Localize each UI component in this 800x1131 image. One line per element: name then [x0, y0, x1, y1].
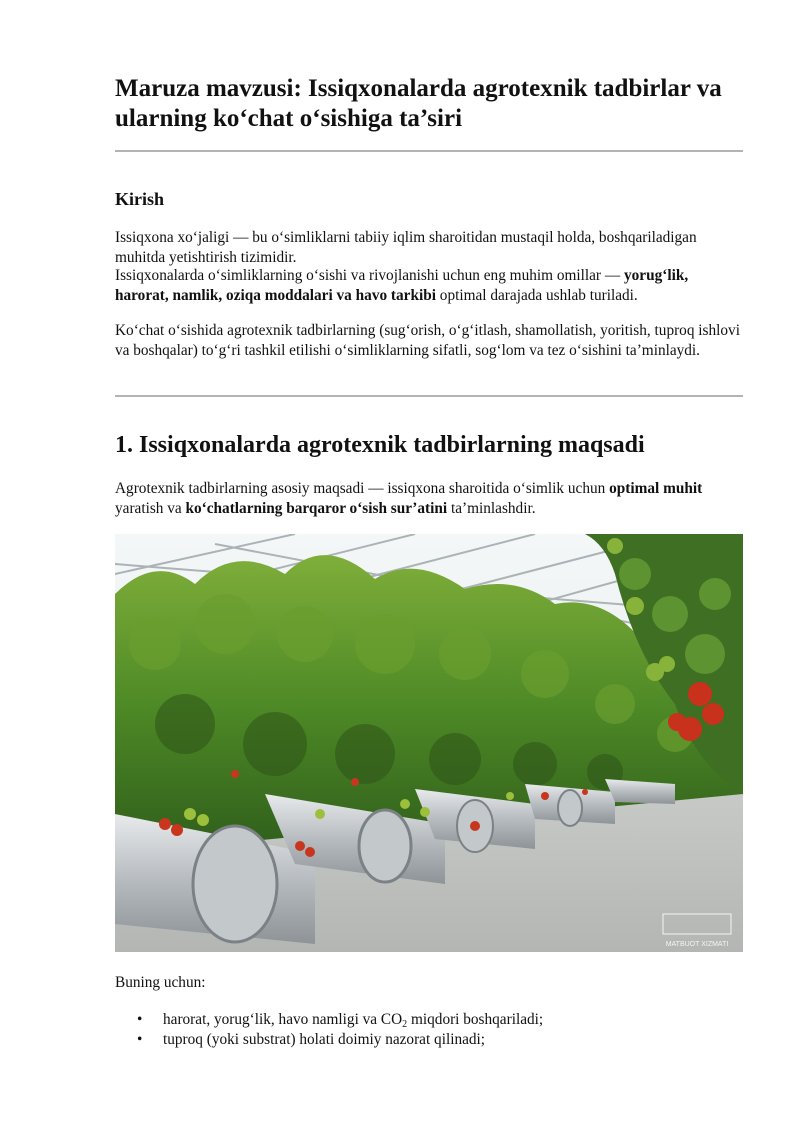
title-line-2: ularning ko‘chat o‘sishiga ta’siri — [115, 105, 463, 132]
section-1-paragraph — [115, 479, 743, 518]
photo-watermark: MATBUOT XIZMATI — [665, 941, 729, 948]
bullet-1-start: harorat, yorug‘lik, havo namligi va CO — [163, 1011, 403, 1028]
intro-p2-end: optimal darajada ushlab turiladi. — [435, 286, 638, 304]
s1-bold-2: ko‘chatlarning barqaror o‘sish sur’atini — [185, 499, 448, 517]
divider — [115, 395, 743, 397]
after-photo-text: Buning uchun: — [115, 974, 206, 991]
s1-text-end: ta’minlashdir. — [447, 499, 536, 517]
intro-paragraph-3: Ko‘chat o‘sishida agrotexnik tadbirlarning (sug‘orish, o‘g‘itlash, shamollatish, yoritish, tuproq ishlovi va boshqalar) to‘g‘ri tashkil etilishi o‘simliklarning sifatli, sog‘lom va tez o‘sishini ta’minlaydi. — [115, 322, 740, 359]
intro-p2-start: Issiqxonalarda o‘simliklarning o‘sishi va rivojlanishi uchun eng muhim omillar — — [115, 267, 624, 284]
intro-p2-bold: yorug‘lik, harorat, namlik, oziqa moddalari va havo tarkibi — [115, 267, 689, 304]
page-title — [115, 74, 743, 134]
greenhouse-tomato-photo — [115, 534, 743, 952]
divider — [115, 150, 743, 152]
bullet-1-end: miqdori boshqariladi; — [407, 1011, 544, 1028]
bullet-list — [115, 1010, 743, 1049]
intro-paragraph-1: Issiqxona xo‘jaligi — bu o‘simliklarni tabiiy iqlim sharoitidan mustaqil holda, boshqariladigan muhitda yetishtirish tizimidir. — [115, 229, 697, 266]
s1-text-start: Agrotexnik tadbirlarning asosiy maqsadi — issiqxona sharoitida o‘simlik uchun — [115, 480, 610, 497]
title-line-1: Maruza mavzusi: Issiqxonalarda agrotexnik tadbirlar va — [115, 75, 722, 102]
section-1-heading: 1. Issiqxonalarda agrotexnik tadbirlarning maqsadi — [115, 432, 645, 458]
intro-heading: Kirish — [115, 189, 165, 209]
s1-bold-1: optimal muhit — [609, 480, 703, 497]
bullet-1-sub: 2 — [402, 1019, 408, 1030]
list-item — [115, 1010, 743, 1030]
intro-paragraph-2 — [115, 266, 743, 305]
s1-text-mid: yaratish va — [115, 499, 186, 517]
list-item: • tuproq (yoki substrat) holati doimiy nazorat qilinadi; — [115, 1030, 743, 1050]
